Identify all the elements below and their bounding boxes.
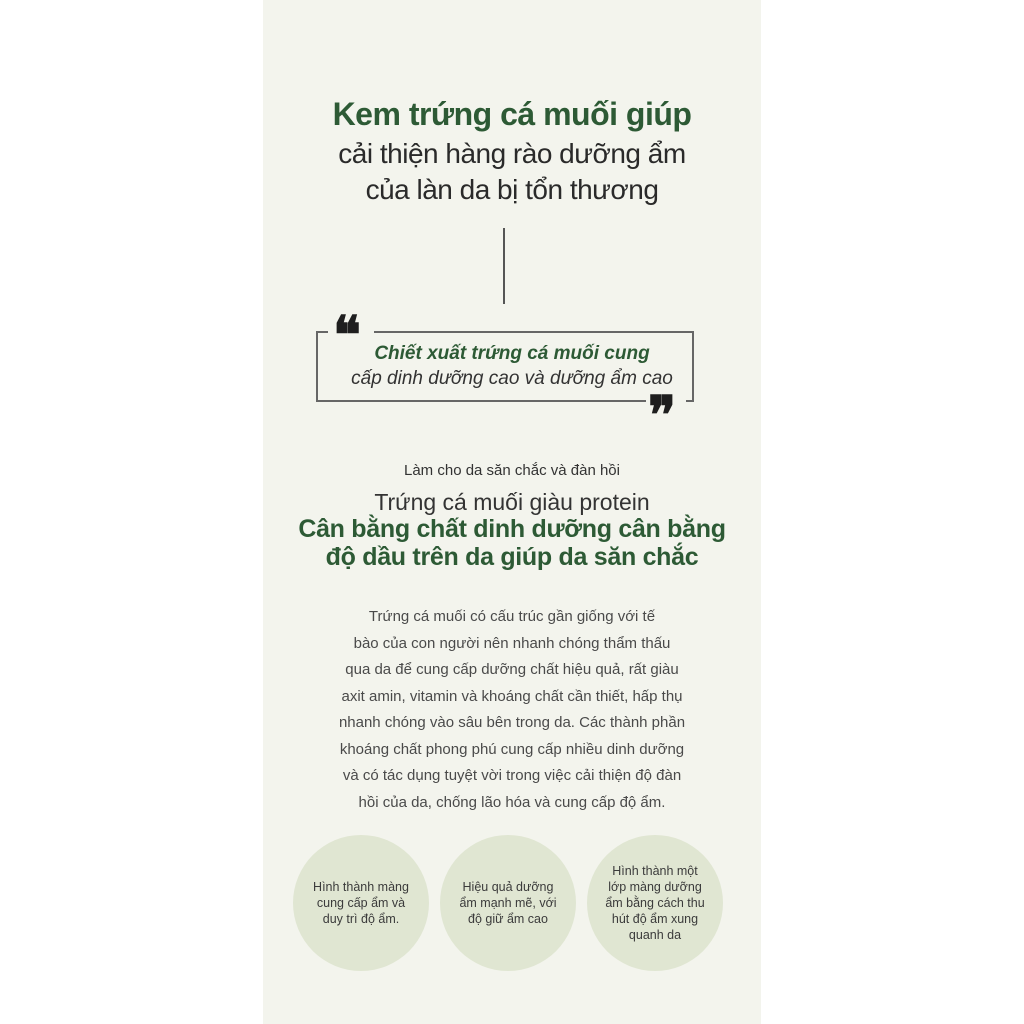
vertical-divider (503, 228, 505, 304)
headline-line-3: của làn da bị tổn thương (365, 174, 659, 205)
content-panel (263, 0, 761, 1024)
feature-circle-text: Hình thành một lớp màng dưỡng ẩm bằng cách thu hút độ ẩm xung quanh da (605, 864, 705, 942)
body-line: qua da để cung cấp dưỡng chất hiệu quả, rất giàu (345, 661, 679, 678)
section-label: Làm cho da săn chắc và đàn hồi (404, 462, 620, 479)
headline-line-2: cải thiện hàng rào dưỡng ẩm (338, 138, 686, 169)
body-line: Trứng cá muối có cấu trúc gần giống với tế (368, 608, 656, 625)
quote-box (316, 331, 694, 402)
section-heading-line-2: Cân bằng chất dinh dưỡng cân bằng (298, 515, 726, 543)
close-quote-icon: ❞ (648, 385, 676, 446)
feature-circle-text: Hình thành màng cung cấp ẩm và duy trì độ ẩm. (313, 880, 409, 926)
body-line: bào của con người nên nhanh chóng thẩm thấu (353, 634, 671, 652)
body-line: và có tác dụng tuyệt vời trong việc cải thiện độ đàn (342, 767, 682, 784)
feature-circle-text: Hiệu quả dưỡng ẩm mạnh mẽ, với độ giữ ẩm cao (459, 880, 557, 926)
headline-line-1: Kem trứng cá muối giúp (332, 96, 692, 132)
body-line: khoáng chất phong phú cung cấp nhiều dinh dưỡng (339, 740, 685, 758)
feature-circle-1 (293, 835, 429, 971)
body-paragraph (327, 604, 697, 816)
section-heading-line-3: độ dầu trên da giúp da săn chắc (325, 543, 699, 571)
open-quote-icon: ❝ (333, 305, 361, 366)
body-line: nhanh chóng vào sâu bên trong da. Các thành phần (338, 714, 686, 731)
quote-line-2: cấp dinh dưỡng cao và dưỡng ẩm cao (351, 368, 673, 389)
feature-circle-2 (440, 835, 576, 971)
quote-line-1: Chiết xuất trứng cá muối cung (374, 343, 650, 364)
section-heading-line-1: Trứng cá muối giàu protein (374, 489, 650, 515)
body-line: axit amin, vitamin và khoáng chất cần thiết, hấp thụ (341, 687, 683, 705)
feature-circle-3 (587, 835, 723, 971)
body-line: hồi của da, chống lão hóa và cung cấp độ ẩm. (358, 793, 666, 811)
